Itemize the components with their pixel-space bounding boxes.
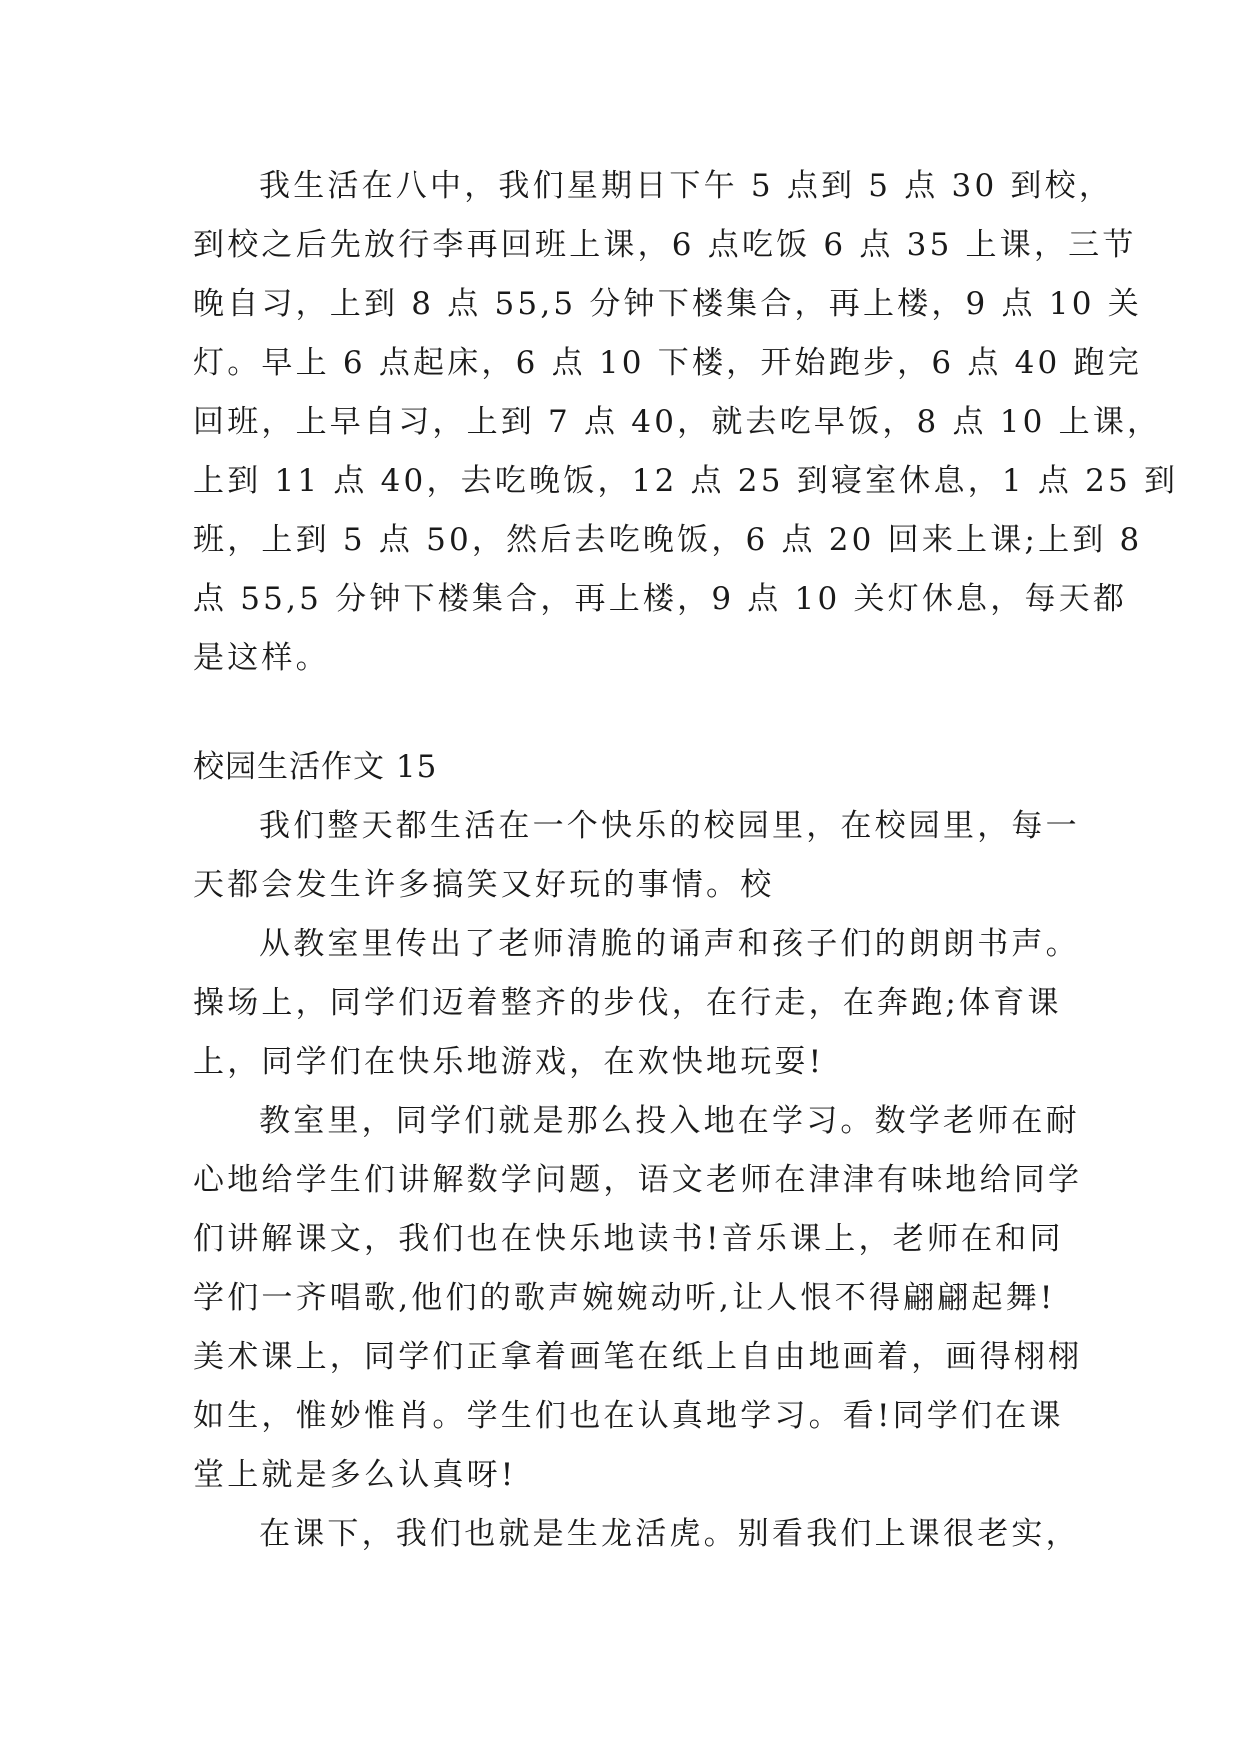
text-line: 学们一齐唱歌,他们的歌声婉婉动听,让人恨不得翩翩起舞! xyxy=(193,1280,1056,1316)
text-line: 班，上到 5 点 50，然后去吃晚饭，6 点 20 回来上课;上到 8 xyxy=(193,522,1143,558)
text-line: 从教室里传出了老师清脆的诵声和孩子们的朗朗书声。 xyxy=(259,926,1080,962)
text-line: 是这样。 xyxy=(193,640,330,676)
text-line: 灯。早上 6 点起床，6 点 10 下楼，开始跑步，6 点 40 跑完 xyxy=(193,345,1142,381)
text-line: 美术课上，同学们正拿着画笔在纸上自由地画着，画得栩栩 xyxy=(193,1339,1083,1375)
text-line: 操场上，同学们迈着整齐的步伐，在行走，在奔跑;体育课 xyxy=(193,985,1062,1021)
text-line: 在课下，我们也就是生龙活虎。别看我们上课很老实， xyxy=(259,1516,1080,1552)
text-line: 们讲解课文，我们也在快乐地读书!音乐课上，老师在和同 xyxy=(193,1221,1064,1257)
text-line: 点 55,5 分钟下楼集合，再上楼，9 点 10 关灯休息，每天都 xyxy=(193,581,1128,617)
text-line: 回班，上早自习，上到 7 点 40，就去吃早饭，8 点 10 上课， xyxy=(193,404,1162,440)
text-line: 上到 11 点 40，去吃晚饭，12 点 25 到寝室休息，1 点 25 到 xyxy=(193,463,1179,499)
text-line: 教室里，同学们就是那么投入地在学习。数学老师在耐 xyxy=(259,1103,1080,1139)
text-line: 晚自习，上到 8 点 55,5 分钟下楼集合，再上楼，9 点 10 关 xyxy=(193,286,1142,322)
text-line: 堂上就是多么认真呀! xyxy=(193,1457,517,1493)
essay-title: 校园生活作文 15 xyxy=(193,749,438,785)
essay-passage-2 xyxy=(193,738,1083,1564)
text-line: 如生，惟妙惟肖。学生们也在认真地学习。看!同学们在课 xyxy=(193,1398,1064,1434)
text-line: 我生活在八中，我们星期日下午 5 点到 5 点 30 到校， xyxy=(259,168,1114,204)
text-line: 到校之后先放行李再回班上课，6 点吃饭 6 点 35 上课，三节 xyxy=(193,227,1137,263)
text-line: 天都会发生许多搞笑又好玩的事情。校 xyxy=(193,867,775,903)
text-line: 我们整天都生活在一个快乐的校园里，在校园里，每一 xyxy=(259,808,1080,844)
essay-passage-1 xyxy=(193,157,1179,688)
text-line: 上，同学们在快乐地游戏，在欢快地玩耍! xyxy=(193,1044,825,1080)
text-line: 心地给学生们讲解数学问题，语文老师在津津有味地给同学 xyxy=(193,1162,1083,1198)
